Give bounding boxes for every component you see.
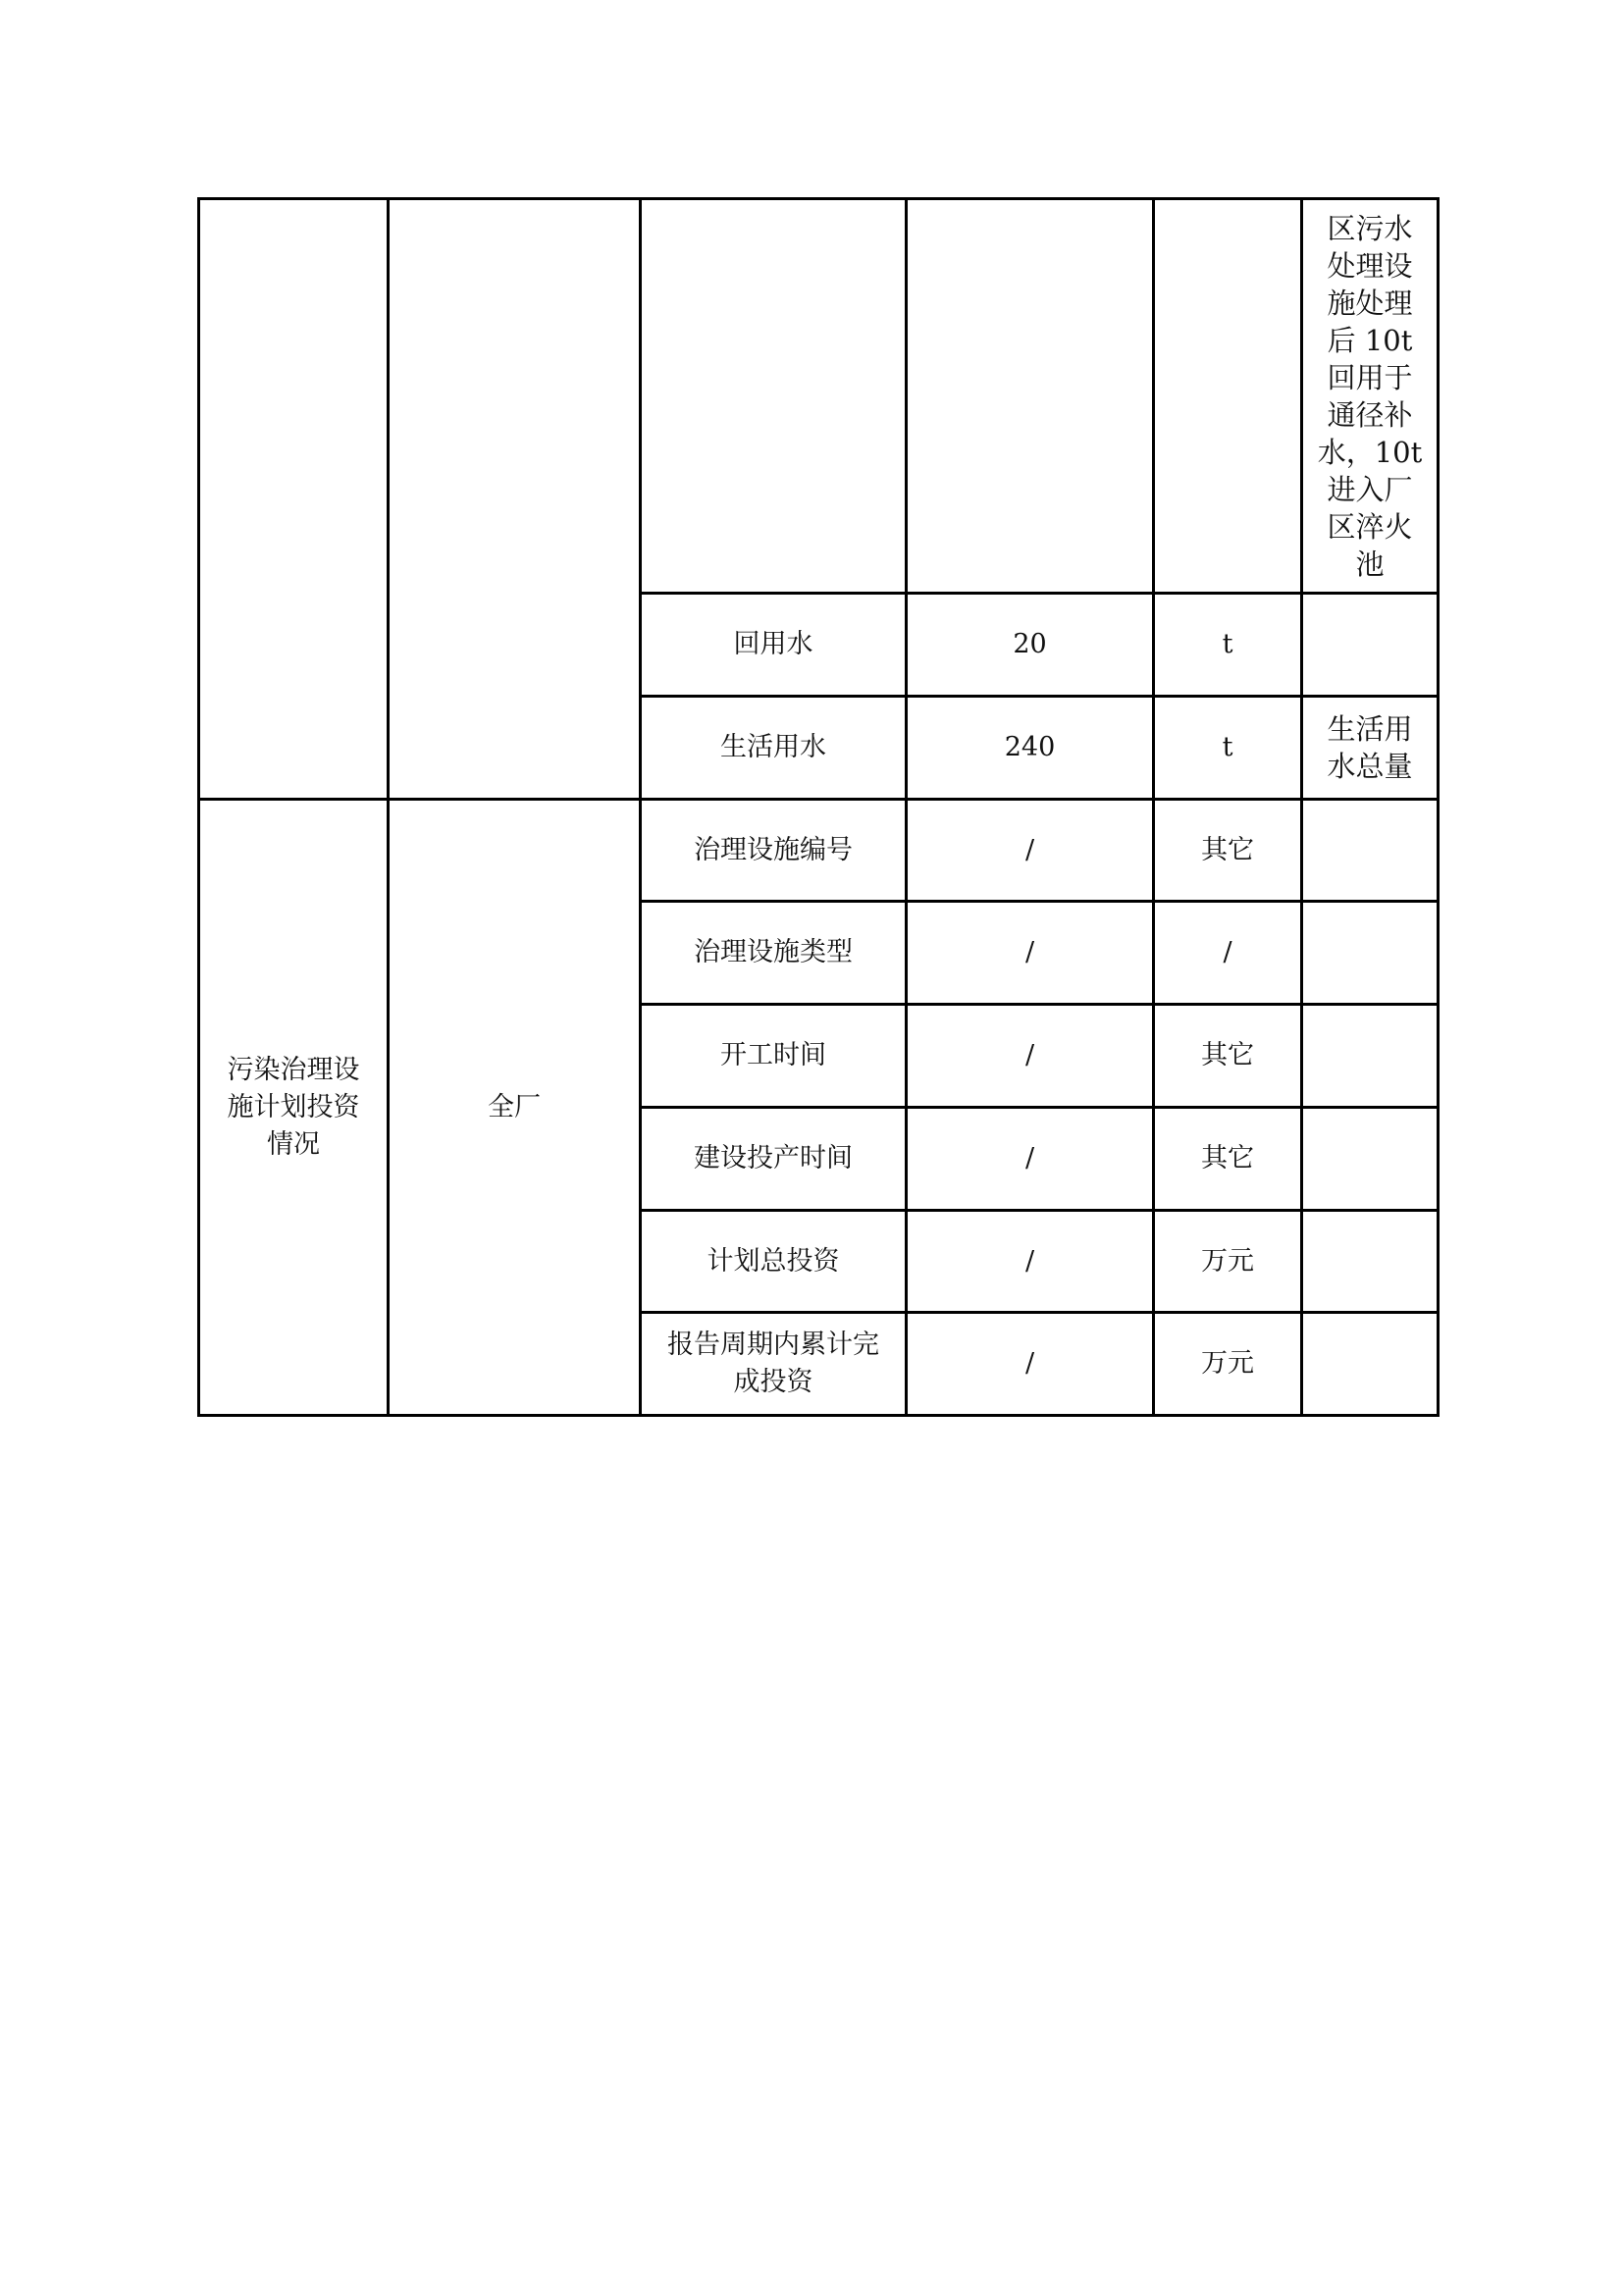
item-line: 建设投产时间 bbox=[694, 1143, 853, 1174]
item-cell bbox=[641, 800, 907, 902]
unit-cell: 万元 bbox=[1154, 1313, 1302, 1416]
value-cell: / bbox=[907, 1005, 1154, 1108]
unit-cell: t bbox=[1154, 697, 1302, 800]
remark-line: 区污水 bbox=[1327, 211, 1413, 245]
unit-cell: t bbox=[1154, 594, 1302, 697]
category-cell-empty bbox=[199, 199, 389, 800]
item-cell bbox=[641, 902, 907, 1005]
value-cell: / bbox=[907, 1108, 1154, 1211]
unit-cell: 其它 bbox=[1154, 1108, 1302, 1211]
value-cell: / bbox=[907, 1313, 1154, 1416]
remark-line: 水总量 bbox=[1327, 750, 1413, 783]
remark-line: 回用于 bbox=[1327, 360, 1413, 394]
value-cell: / bbox=[907, 1211, 1154, 1313]
remark-cell bbox=[1302, 1211, 1439, 1313]
remark-line: 生活用 bbox=[1327, 712, 1413, 746]
value-cell-empty bbox=[907, 199, 1154, 594]
item-cell bbox=[641, 1005, 907, 1108]
value-cell: / bbox=[907, 800, 1154, 902]
report-table bbox=[197, 197, 1440, 1417]
category-line: 施计划投资 bbox=[227, 1091, 360, 1122]
remark-cell bbox=[1302, 697, 1439, 800]
unit-cell: / bbox=[1154, 902, 1302, 1005]
remark-line: 施处理 bbox=[1327, 286, 1413, 320]
item-line: 治理设施类型 bbox=[694, 937, 853, 967]
scope-cell-empty bbox=[389, 199, 641, 800]
value-cell: 20 bbox=[907, 594, 1154, 697]
category-line: 污染治理设 bbox=[227, 1054, 360, 1085]
remark-line: 处理设 bbox=[1327, 248, 1413, 283]
remark-cell bbox=[1302, 1005, 1439, 1108]
remark-cell bbox=[1302, 1313, 1439, 1416]
remark-cell bbox=[1302, 199, 1439, 594]
unit-cell: 万元 bbox=[1154, 1211, 1302, 1313]
remark-cell bbox=[1302, 1108, 1439, 1211]
remark-line: 区淬火 bbox=[1327, 509, 1413, 544]
item-cell: 回用水 bbox=[641, 594, 907, 697]
item-line: 成投资 bbox=[733, 1367, 813, 1397]
remark-cell bbox=[1302, 902, 1439, 1005]
remark-cell bbox=[1302, 800, 1439, 902]
item-cell bbox=[641, 1211, 907, 1313]
remark-cell bbox=[1302, 594, 1439, 697]
remark-line: 水，10t bbox=[1317, 435, 1423, 469]
value-cell: / bbox=[907, 902, 1154, 1005]
item-line: 报告周期内累计完 bbox=[667, 1330, 879, 1360]
item-line: 计划总投资 bbox=[707, 1245, 840, 1277]
remark-line: 池 bbox=[1355, 547, 1385, 581]
item-line: 治理设施编号 bbox=[694, 834, 853, 865]
item-cell-empty bbox=[641, 199, 907, 594]
remark-line: 后 10t bbox=[1327, 323, 1413, 357]
category-line: 情况 bbox=[267, 1128, 320, 1160]
unit-cell-empty bbox=[1154, 199, 1302, 594]
remark-line: 进入厂 bbox=[1327, 472, 1413, 506]
remark-line: 通径补 bbox=[1327, 397, 1413, 432]
scope-cell: 全厂 bbox=[389, 800, 641, 1416]
item-line: 开工时间 bbox=[720, 1040, 826, 1070]
value-cell: 240 bbox=[907, 697, 1154, 800]
table-row bbox=[199, 199, 1439, 594]
item-cell: 生活用水 bbox=[641, 697, 907, 800]
table-row bbox=[199, 800, 1439, 902]
unit-cell: 其它 bbox=[1154, 800, 1302, 902]
item-cell bbox=[641, 1108, 907, 1211]
unit-cell: 其它 bbox=[1154, 1005, 1302, 1108]
category-cell bbox=[199, 800, 389, 1416]
item-cell bbox=[641, 1313, 907, 1416]
